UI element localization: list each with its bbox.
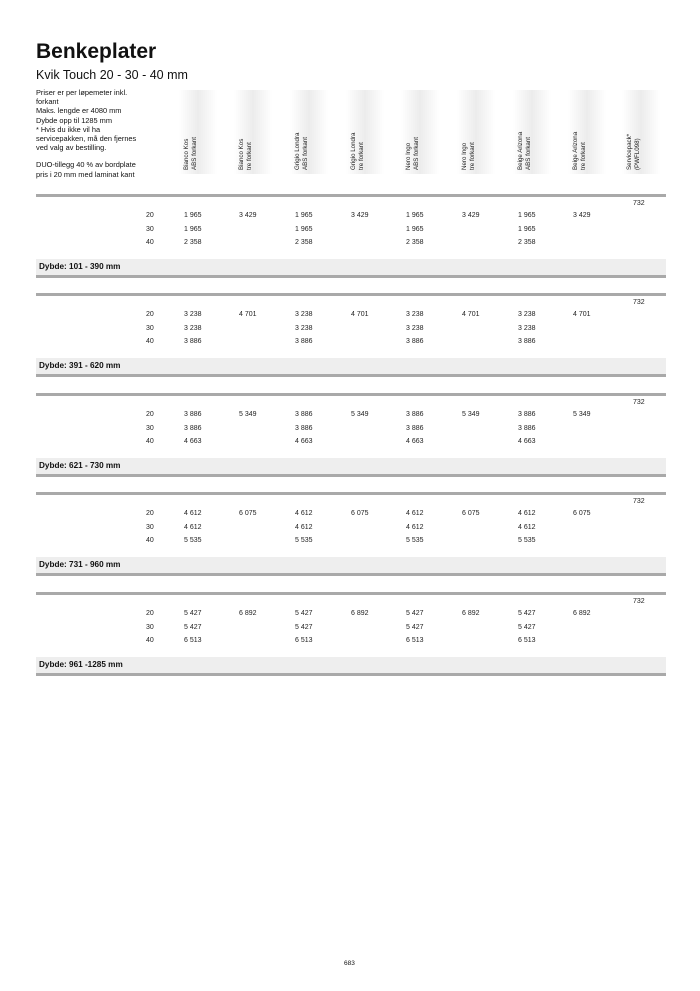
section-divider [36,673,666,676]
column-header [290,90,328,174]
column-header [234,90,272,174]
price-cell: 4 612 [518,510,536,517]
price-cell: 3 886 [406,338,424,345]
price-cell: 5 427 [406,623,424,631]
thickness-label: 30 [146,424,154,432]
price-cell: 6 892 [462,610,480,617]
service-price: 732 [633,299,645,306]
thickness-label: 40 [146,338,154,345]
price-cell: 6 075 [573,510,591,517]
service-price: 732 [633,399,645,406]
price-cell: 5 427 [518,610,536,617]
price-cell: 5 427 [295,610,313,617]
price-cell: 1 965 [518,225,536,233]
price-cell: 5 427 [184,623,202,631]
price-cell: 3 886 [518,411,536,418]
price-cell: 4 612 [518,523,536,531]
column-header-label: Beige Arizona ABS forkant [517,131,532,170]
price-cell: 3 886 [406,411,424,418]
section-depth-band [36,557,666,573]
price-cell: 6 513 [518,637,536,644]
section-depth-band [36,657,666,673]
price-cell: 3 886 [184,411,202,418]
intro-line: ved valg av bestilling. [36,143,107,153]
thickness-label: 20 [146,311,154,318]
section-depth-band [36,358,666,374]
thickness-label: 40 [146,239,154,246]
price-cell: 3 238 [295,311,313,318]
page-subtitle: Kvik Touch 20 - 30 - 40 mm [36,68,188,82]
price-cell: 3 238 [518,324,536,332]
thickness-label: 30 [146,225,154,233]
price-cell: 5 349 [351,411,369,418]
price-cell: 6 513 [184,637,202,644]
column-header-label: Servicepack* (PWFL098) [626,133,641,170]
price-cell: 4 701 [462,311,480,318]
thickness-label: 20 [146,411,154,418]
price-cell: 4 663 [295,438,313,445]
price-cell: 3 238 [406,324,424,332]
price-cell: 2 358 [184,239,202,246]
thickness-label: 20 [146,610,154,617]
section-divider [36,474,666,477]
section-divider [36,374,666,377]
duo-line: DUO-tillegg 40 % av bordplate [36,160,136,170]
intro-line: * Hvis du ikke vil ha [36,124,101,134]
price-cell: 3 238 [518,311,536,318]
column-header [513,90,551,174]
thickness-label: 40 [146,537,154,544]
price-cell: 5 349 [239,411,257,418]
price-cell: 5 349 [573,411,591,418]
thickness-label: 20 [146,212,154,219]
price-cell: 1 965 [406,225,424,233]
price-cell: 4 663 [518,438,536,445]
price-cell: 6 075 [351,510,369,517]
price-cell: 3 886 [295,338,313,345]
thickness-label: 40 [146,637,154,644]
price-cell: 5 349 [462,411,480,418]
price-cell: 3 886 [295,424,313,432]
price-cell: 4 612 [295,510,313,517]
price-cell: 5 427 [518,623,536,631]
thickness-label: 40 [146,438,154,445]
price-cell: 4 663 [406,438,424,445]
section-divider [36,492,666,495]
price-cell: 4 612 [406,510,424,517]
intro-notes [36,88,176,179]
column-header [457,90,495,174]
price-cell: 3 886 [518,424,536,432]
price-cell: 3 886 [184,338,202,345]
section-divider [36,275,666,278]
page-number: 683 [344,960,355,967]
section-divider [36,573,666,576]
service-price: 732 [633,598,645,605]
price-cell: 4 701 [239,311,257,318]
price-cell: 1 965 [184,225,202,233]
intro-line: servicepakken, må den fjernes [36,134,137,144]
price-cell: 3 238 [295,324,313,332]
section-depth-label: Dybde: 621 - 730 mm [39,461,121,470]
thickness-label: 30 [146,623,154,631]
price-cell: 4 663 [184,438,202,445]
intro-line: Maks. lengde er 4080 mm [36,106,122,116]
price-cell: 5 427 [295,623,313,631]
price-cell: 6 892 [573,610,591,617]
service-price: 732 [633,498,645,505]
price-cell: 3 238 [184,311,202,318]
intro-line: Priser er per løpemeter inkl. [36,88,128,97]
thickness-label: 20 [146,510,154,517]
column-header-label: Bianco Kos ABS forkant [183,136,198,170]
price-cell: 3 429 [573,212,591,219]
price-cell: 1 965 [184,212,202,219]
price-cell: 1 965 [518,212,536,219]
price-cell: 3 886 [518,338,536,345]
section-depth-label: Dybde: 101 - 390 mm [39,262,121,271]
page-title: Benkeplater [36,40,157,63]
section-divider [36,393,666,396]
intro-line: forkant [36,97,59,107]
price-cell: 3 886 [406,424,424,432]
price-cell: 5 427 [406,610,424,617]
price-cell: 2 358 [518,239,536,246]
section-depth-label: Dybde: 961 -1285 mm [39,660,123,669]
section-depth-label: Dybde: 731 - 960 mm [39,560,121,569]
price-cell: 1 965 [406,212,424,219]
price-cell: 4 612 [406,523,424,531]
column-header-label: Nero Ingo ABS forkant [405,136,420,170]
price-cell: 6 075 [462,510,480,517]
price-cell: 6 892 [351,610,369,617]
section-divider [36,592,666,595]
price-cell: 5 535 [406,537,424,544]
price-cell: 4 701 [573,311,591,318]
price-cell: 1 965 [295,212,313,219]
column-header [568,90,606,174]
column-header-label: Bianco Kos tre forkant [238,138,253,170]
intro-line: Dybde opp til 1285 mm [36,115,112,125]
price-cell: 6 075 [239,510,257,517]
column-header-label: Grigio Londra tre forkant [350,132,365,170]
section-divider [36,293,666,296]
price-cell: 5 427 [184,610,202,617]
duo-line: pris i 20 mm med laminat kant [36,169,135,179]
section-depth-label: Dybde: 391 - 620 mm [39,361,121,370]
price-cell: 6 513 [406,637,424,644]
price-cell: 4 612 [184,510,202,517]
price-cell: 6 892 [239,610,257,617]
price-cell: 3 886 [184,424,202,432]
column-header-label: Nero Ingo tre forkant [461,142,476,170]
price-cell: 3 238 [184,324,202,332]
price-cell: 2 358 [406,239,424,246]
price-cell: 3 429 [239,212,257,219]
price-cell: 3 429 [462,212,480,219]
service-price: 732 [633,200,645,207]
price-cell: 3 429 [351,212,369,219]
thickness-label: 30 [146,324,154,332]
section-depth-band [36,259,666,275]
price-cell: 2 358 [295,239,313,246]
column-header [179,90,217,174]
price-cell: 3 886 [295,411,313,418]
column-header-label: Grigio Londra ABS forkant [294,132,309,170]
price-cell: 4 701 [351,311,369,318]
section-divider [36,194,666,197]
thickness-label: 30 [146,523,154,531]
column-header [622,90,660,174]
column-header-label: Beige Arizona tre forkant [572,131,587,170]
column-header [346,90,384,174]
price-cell: 4 612 [184,523,202,531]
section-depth-band [36,458,666,474]
price-cell: 5 535 [295,537,313,544]
price-cell: 5 535 [518,537,536,544]
column-header [401,90,439,174]
price-cell: 6 513 [295,637,313,644]
price-cell: 5 535 [184,537,202,544]
price-cell: 3 238 [406,311,424,318]
price-cell: 1 965 [295,225,313,233]
price-cell: 4 612 [295,523,313,531]
